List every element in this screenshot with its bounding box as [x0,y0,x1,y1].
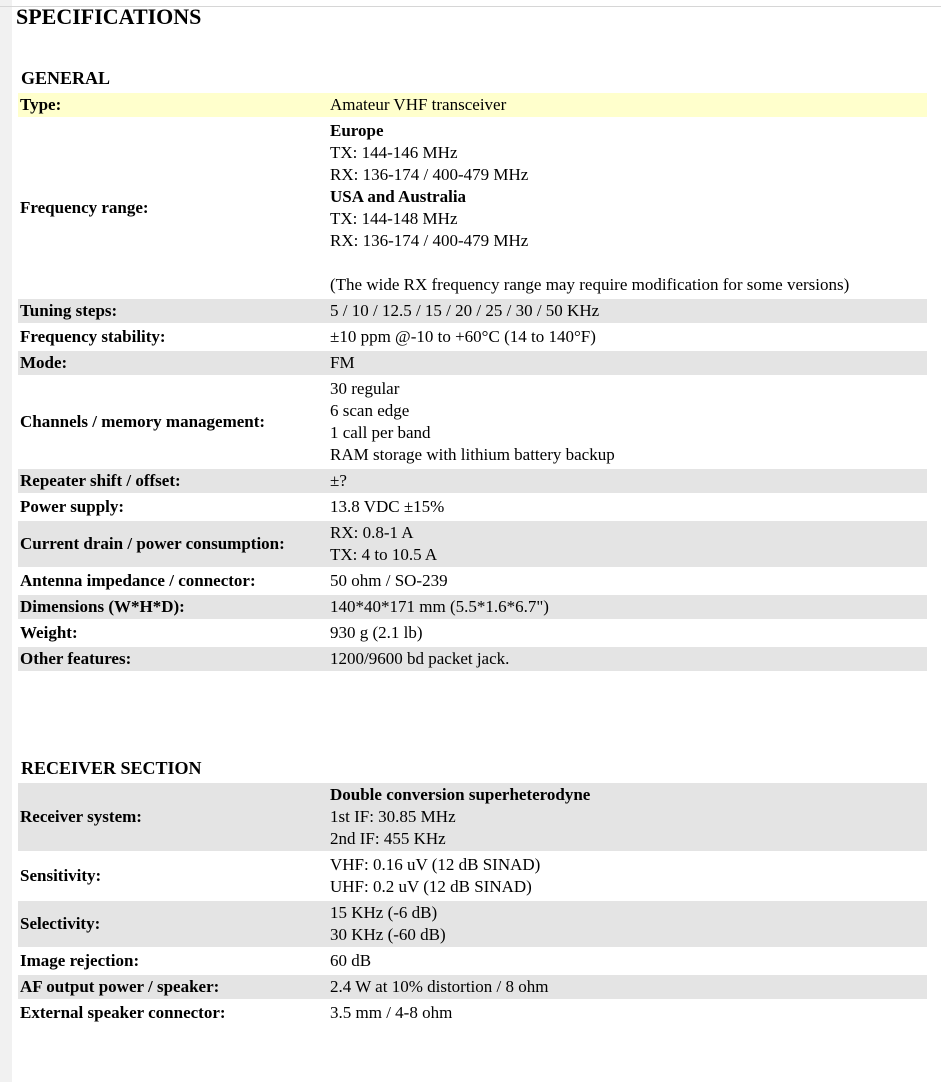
table-row [18,901,927,947]
spec-label: Tuning steps: [18,299,327,323]
table-row [18,325,927,349]
spec-value: ±10 ppm @-10 to +60°C (14 to 140°F) [330,327,596,346]
table-row [18,595,927,619]
spec-label: Mode: [18,351,327,375]
table-row [18,783,927,851]
spec-line: TX: 144-146 MHz [330,143,458,162]
spec-line: 30 KHz (-60 dB) [330,925,446,944]
spec-label: Frequency stability: [20,327,166,346]
spec-label: Frequency range: [20,198,149,217]
spec-value [327,901,927,947]
table-row [18,377,927,467]
spec-line: 30 regular [330,379,400,398]
spec-line: 1 call per band [330,423,431,442]
region-heading: USA and Australia [330,187,467,206]
spec-line: RX: 0.8-1 A [330,523,414,542]
table-row [18,521,927,567]
spec-label: Weight: [20,623,78,642]
region-heading: Europe [330,121,384,140]
spec-line: RX: 136-174 / 400-479 MHz [330,231,529,250]
spec-line: RX: 136-174 / 400-479 MHz [330,165,529,184]
table-row [18,495,927,519]
table-row [18,1001,927,1025]
spec-label: Sensitivity: [20,866,102,885]
spec-value: 930 g (2.1 lb) [330,623,423,642]
general-section-title: GENERAL [21,68,111,88]
page-title: SPECIFICATIONS [16,4,202,29]
spec-label: Antenna impedance / connector: [20,571,256,590]
spec-label: Current drain / power consumption: [18,521,327,567]
spec-value: 3.5 mm / 4-8 ohm [330,1003,453,1022]
spec-label: Channels / memory management: [20,412,266,431]
spec-value [327,853,927,899]
spacer [330,252,925,274]
receiver-spec-table [18,781,927,1027]
page-left-margin [0,0,12,1082]
table-row [18,119,927,297]
spec-value [327,783,927,851]
spec-value: 50 ohm / SO-239 [330,571,448,590]
table-row [18,621,927,645]
spec-line: RAM storage with lithium battery backup [330,445,615,464]
spec-line: TX: 4 to 10.5 A [330,545,438,564]
spec-label: Other features: [18,647,327,671]
spec-line: 6 scan edge [330,401,410,420]
spec-value: 60 dB [330,951,372,970]
spec-line: 2nd IF: 455 KHz [330,829,446,848]
spec-value: 5 / 10 / 12.5 / 15 / 20 / 25 / 30 / 50 KHz [327,299,927,323]
spec-value [327,377,927,467]
spec-value: ±? [327,469,927,493]
table-row [18,853,927,899]
table-row [18,949,927,973]
spec-line: Double conversion superheterodyne [330,785,591,804]
table-row [18,647,927,671]
spec-value [327,119,927,297]
spec-value: FM [327,351,927,375]
table-row [18,299,927,323]
spec-label: Selectivity: [18,901,327,947]
table-row [18,975,927,999]
spec-value: 1200/9600 bd packet jack. [327,647,927,671]
spec-label: Repeater shift / offset: [18,469,327,493]
spec-line: 1st IF: 30.85 MHz [330,807,456,826]
table-row [18,469,927,493]
spec-label: Power supply: [20,497,125,516]
table-row [18,351,927,375]
spec-note: (The wide RX frequency range may require modification for some versions) [330,275,850,294]
spec-line: VHF: 0.16 uV (12 dB SINAD) [330,855,541,874]
spec-value: 2.4 W at 10% distortion / 8 ohm [327,975,927,999]
spec-value [327,521,927,567]
table-row [18,569,927,593]
spec-label: Dimensions (W*H*D): [18,595,327,619]
spec-value: Amateur VHF transceiver [327,93,927,117]
spec-line: 15 KHz (-6 dB) [330,903,438,922]
receiver-section-title: RECEIVER SECTION [21,758,202,778]
spec-value: 140*40*171 mm (5.5*1.6*6.7") [327,595,927,619]
spec-line: UHF: 0.2 uV (12 dB SINAD) [330,877,532,896]
spec-label: External speaker connector: [20,1003,226,1022]
general-spec-table [18,91,927,673]
spec-label: Type: [18,93,327,117]
spec-label: Image rejection: [20,951,140,970]
spec-value: 13.8 VDC ±15% [330,497,445,516]
spec-label: AF output power / speaker: [18,975,327,999]
spec-label: Receiver system: [18,783,327,851]
table-row [18,93,927,117]
spec-line: TX: 144-148 MHz [330,209,458,228]
